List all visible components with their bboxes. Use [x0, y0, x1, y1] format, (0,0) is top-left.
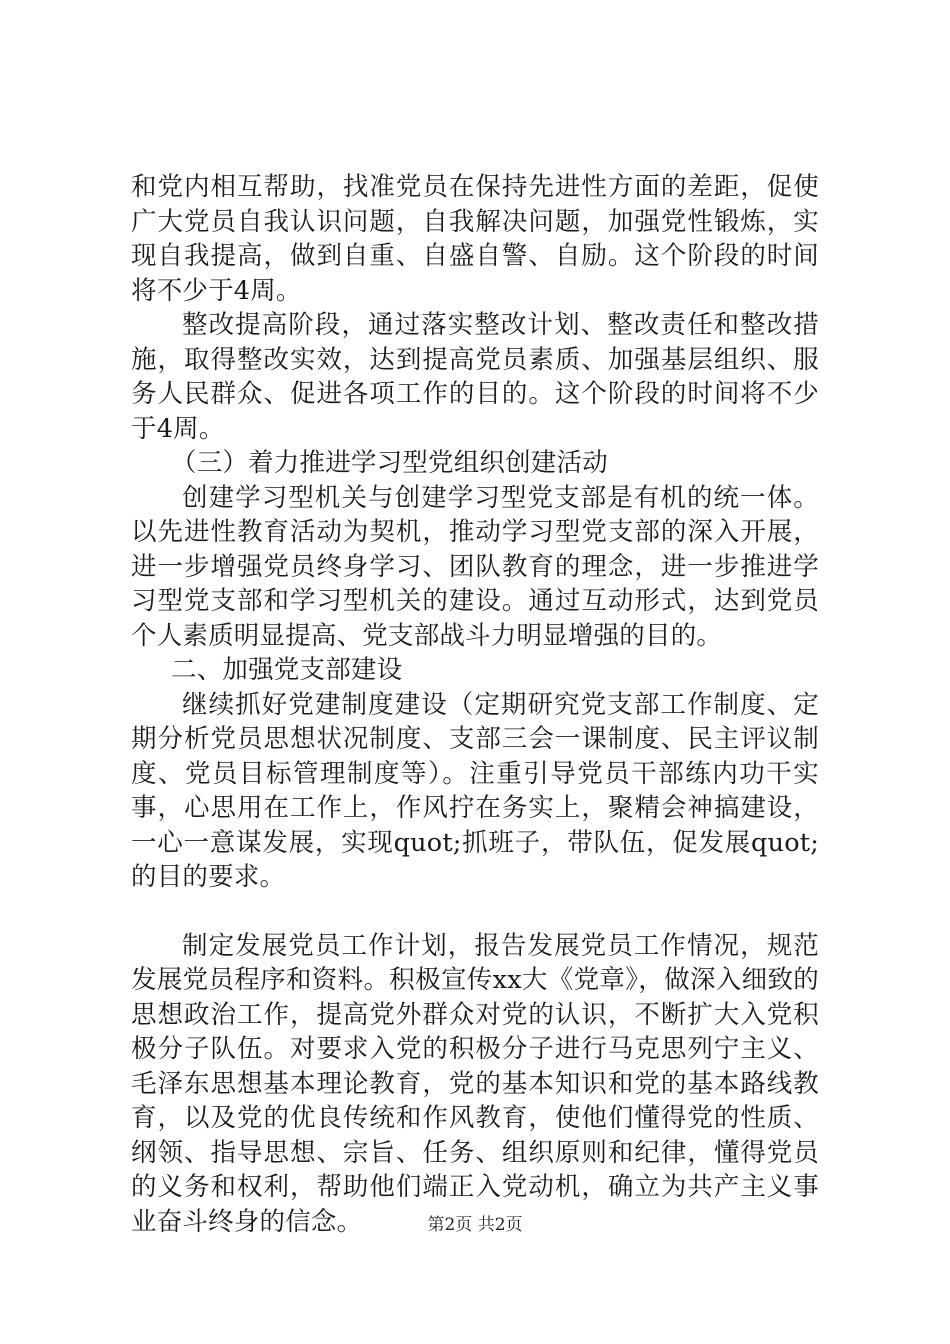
document-body: [131, 170, 819, 1239]
paragraph-gap: [131, 895, 819, 929]
paragraph-rectification: 整改提高阶段，通过落实整改计划、整改责任和整改措施，取得整改实效，达到提高党员素质、加强基层组织、服务人民群众、促进各项工作的目的。这个阶段的时间将不少于4周。: [131, 310, 819, 444]
paragraph-member-development: 制定发展党员工作计划，报告发展党员工作情况，规范发展党员程序和资料。积极宣传xx大《党章》，做深入细致的思想政治工作，提高党外群众对党的认识，不断扩大入党积极分子队伍。对要求入党的积极分子进行马克思列宁主义、毛泽东思想基本理论教育，党的基本知识和党的基本路线教育，以及党的优良传统和作风教育，使他们懂得党的性质、纲领、指导思想、宗旨、任务、组织原则和纪律，懂得党员的义务和权利，帮助他们端正入党动机，确立为共产主义事业奋斗终身的信念。: [131, 930, 819, 1237]
section-heading-learning-org: （三）着力推进学习型党组织创建活动: [171, 448, 608, 478]
paragraph-branch-building: 继续抓好党建制度建设（定期研究党支部工作制度、定期分析党员思想状况制度、支部三会一课制度、民主评议制度、党员目标管理制度等）。注重引导党员干部练内功干实事，心思用在工作上，作风拧在务实上，聚精会神搞建设，一心一意谋发展，实现quot;抓班子，带队伍，促发展quot;的目的要求。: [131, 689, 819, 892]
section-heading-branch-building: 二、加强党支部建设: [171, 655, 403, 685]
page-footer: 第2页 共2页: [427, 1215, 523, 1235]
paragraph-continuation: 和党内相互帮助，找准党员在保持先进性方面的差距，促使广大党员自我认识问题，自我解决问题，加强党性锻炼，实现自我提高，做到自重、自盛自警、自励。这个阶段的时间将不少于4周。: [131, 172, 819, 306]
paragraph-learning-org: 创建学习型机关与创建学习型党支部是有机的统一体。以先进性教育活动为契机，推动学习型党支部的深入开展，进一步增强党员终身学习、团队教育的理念，进一步推进学习型党支部和学习型机关的建设。通过互动形式，达到党员个人素质明显提高、党支部战斗力明显增强的目的。: [131, 482, 819, 651]
